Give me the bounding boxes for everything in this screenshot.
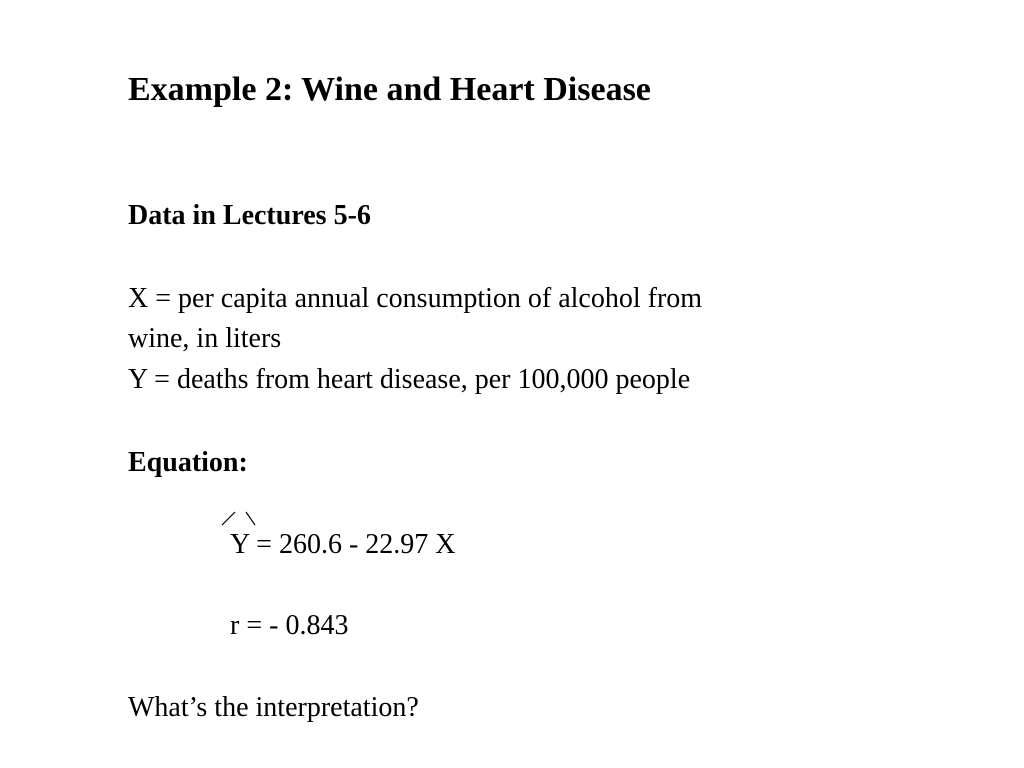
regression-equation: Y = 260.6 - 22.97 X [230, 529, 456, 560]
equation-heading: Equation: [128, 447, 248, 478]
correlation-value: r = - 0.843 [230, 610, 349, 641]
slide-title: Example 2: Wine and Heart Disease [128, 71, 651, 108]
x-definition-line-2: wine, in liters [128, 323, 282, 354]
interpretation-question: What’s the interpretation? [128, 692, 419, 723]
x-definition-line-1: X = per capita annual consumption of alcohol from [128, 283, 703, 314]
subheading: Data in Lectures 5-6 [128, 200, 371, 231]
y-definition: Y = deaths from heart disease, per 100,000 people [128, 364, 691, 395]
